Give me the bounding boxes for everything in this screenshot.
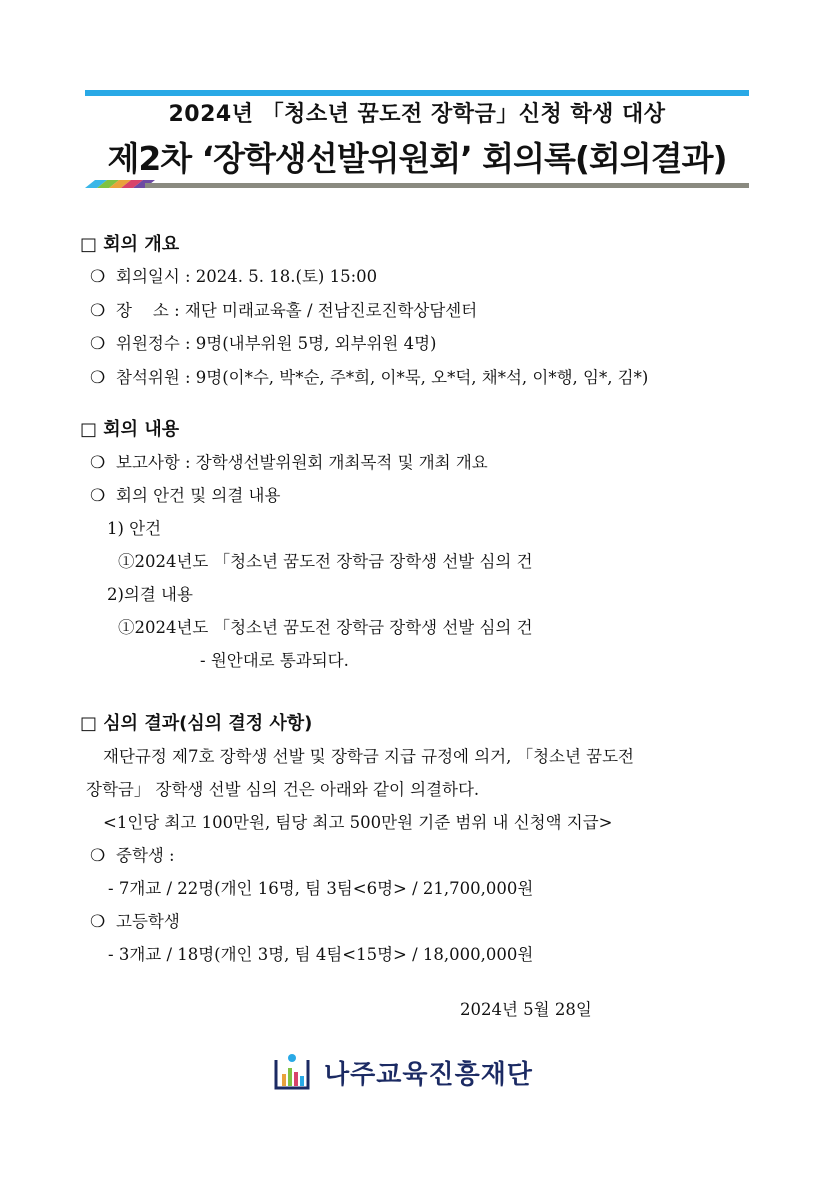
title-line1: 2024년 「청소년 꿈도전 장학금」신청 학생 대상 xyxy=(168,102,666,127)
circle-bullet-icon: ❍ xyxy=(90,912,106,932)
resolution-result: - 원안대로 통과되다. xyxy=(200,651,349,670)
section-heading-overview: □ 회의 개요 xyxy=(80,234,180,255)
title-line2: 제2차 ‘장학생선발위원회’ 회의록(회의결과) xyxy=(107,139,727,178)
organization-signature xyxy=(272,1052,533,1092)
circle-bullet-icon: ❍ xyxy=(90,368,106,388)
result-paragraph-line1: 재단규정 제7호 장학생 선발 및 장학금 지급 규정에 의거, 「청소년 꿈도전 xyxy=(103,747,634,766)
foundation-logo-icon xyxy=(272,1052,312,1092)
document-date: 2024년 5월 28일 xyxy=(460,1000,592,1019)
result-criteria: <1인당 최고 100만원, 팀당 최고 500만원 기준 범위 내 신청액 지급> xyxy=(103,813,613,832)
result-high-school-detail: - 3개교 / 18명(개인 3명, 팀 4팀<15명> / 18,000,000원 xyxy=(108,945,534,964)
circle-bullet-icon: ❍ xyxy=(90,334,106,354)
circle-bullet-icon: ❍ xyxy=(90,486,106,506)
agenda-item: ①2024년도 「청소년 꿈도전 장학금 장학생 선발 심의 건 xyxy=(118,552,533,571)
section-heading-content: □ 회의 내용 xyxy=(80,419,180,440)
result-high-school: ❍ 고등학생 xyxy=(90,912,180,932)
resolution-label: 2)의결 내용 xyxy=(107,585,193,604)
circle-bullet-icon: ❍ xyxy=(90,267,106,287)
circle-bullet-icon: ❍ xyxy=(90,453,106,473)
header-top-bar xyxy=(85,90,749,96)
overview-item-members: ❍ 위원정수 : 9명(내부위원 5명, 외부위원 4명) xyxy=(90,334,437,354)
overview-item-attendees: ❍ 참석위원 : 9명(이*수, 박*순, 주*희, 이*묵, 오*덕, 채*석, 이*행, 임*, 김*) xyxy=(90,368,649,388)
content-item-agenda: ❍ 회의 안건 및 의결 내용 xyxy=(90,486,281,506)
resolution-item: ①2024년도 「청소년 꿈도전 장학금 장학생 선발 심의 건 xyxy=(118,618,533,637)
result-middle-school-detail: - 7개교 / 22명(개인 16명, 팀 3팀<6명> / 21,700,000원 xyxy=(108,879,534,898)
result-paragraph-line2: 장학금」 장학생 선발 심의 건은 아래와 같이 의결하다. xyxy=(86,780,480,799)
overview-item-datetime: ❍ 회의일시 : 2024. 5. 18.(토) 15:00 xyxy=(90,267,378,287)
circle-bullet-icon: ❍ xyxy=(90,301,106,321)
header-bottom-bar xyxy=(85,180,749,188)
agenda-label: 1) 안건 xyxy=(107,519,162,538)
circle-bullet-icon: ❍ xyxy=(90,846,106,866)
organization-name: 나주교육진흥재단 xyxy=(324,1059,533,1090)
result-middle-school: ❍ 중학생 : xyxy=(90,846,175,866)
overview-item-location: ❍ 장 소 : 재단 미래교육홀 / 전남진로진학상담센터 xyxy=(90,301,478,321)
content-item-report: ❍ 보고사항 : 장학생선발위원회 개최목적 및 개최 개요 xyxy=(90,453,488,473)
section-heading-result: □ 심의 결과(심의 결정 사항) xyxy=(80,713,313,734)
